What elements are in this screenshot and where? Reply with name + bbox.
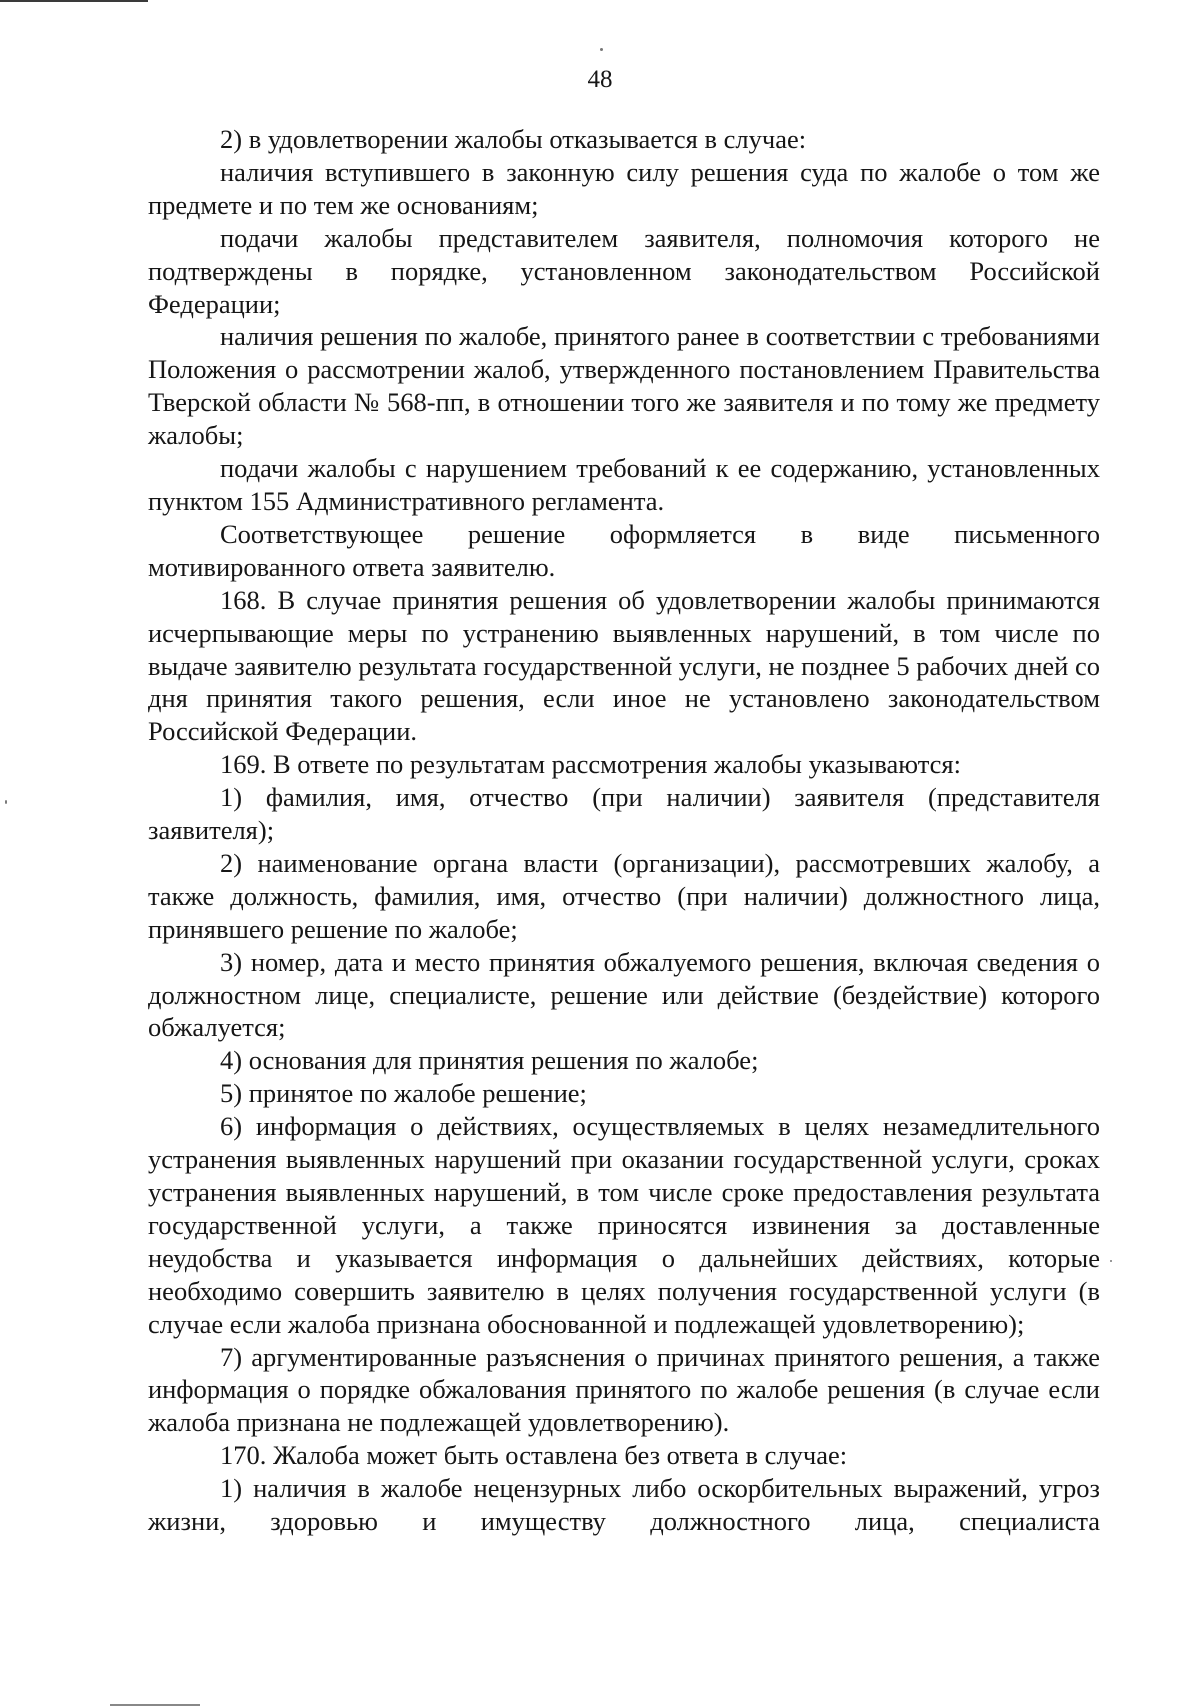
paragraph: 170. Жалоба может быть оставлена без ответа в случае: [220, 1440, 848, 1471]
paragraph: 4) основания для принятия решения по жалобе; [220, 1045, 759, 1076]
scan-border-top-left [0, 0, 148, 2]
paragraph: 7) аргументированные разъяснения о причинах принятого решения, а также информация о порядке обжалования принятого по жалобе решения (в случае если жалоба признана не подлежащей удовлетворению). [148, 1341, 1100, 1438]
scan-speck [600, 48, 603, 51]
paragraph: 169. В ответе по результатам рассмотрения жалобы указываются: [220, 749, 961, 780]
document-body [148, 123, 1100, 1538]
paragraph: 2) наименование органа власти (организации), рассмотревших жалобу, а также должность, фамилия, имя, отчество (при наличии) должностного лица, принявшего решение по жалобе; [148, 847, 1100, 944]
scan-speck [5, 800, 7, 804]
paragraph: 5) принятое по жалобе решение; [220, 1078, 587, 1109]
paragraph: наличия вступившего в законную силу решения суда по жалобе о том же предмете и по тем же основаниям; [148, 156, 1100, 220]
paragraph: наличия решения по жалобе, принятого ранее в соответствии с требованиями Положения о рассмотрении жалоб, утвержденного постановлением Правительства Тверской области № 568-пп, в отношении того же заявителя и по тому же предмету жалобы; [148, 321, 1100, 451]
paragraph: 168. В случае принятия решения об удовлетворении жалобы принимаются исчерпывающие меры по устранению выявленных нарушений, в том числе по выдаче заявителю результата государственной услуги, не позднее 5 рабочих дней со дня принятия такого решения, если иное не установлено законодательством Российской Федерации. [148, 584, 1100, 747]
paragraph: 3) номер, дата и место принятия обжалуемого решения, включая сведения о должностном лице, специалисте, решение или действие (бездействие) которого обжалуется; [148, 946, 1100, 1043]
page-number: 48 [587, 66, 613, 93]
scan-border-bottom-left [110, 1704, 200, 1706]
paragraph: 2) в удовлетворении жалобы отказывается в случае: [220, 124, 807, 154]
scan-speck [1110, 1260, 1112, 1262]
paragraph: подачи жалобы с нарушением требований к ее содержанию, установленных пунктом 155 Административного регламента. [148, 453, 1100, 516]
paragraph: подачи жалобы представителем заявителя, полномочия которого не подтверждены в порядке, установленном законодательством Российской Федерации; [148, 222, 1100, 319]
paragraph: 1) наличия в жалобе нецензурных либо оскорбительных выражений, угроз жизни, здоровью и имуществу должностного лица, специалиста [148, 1473, 1100, 1537]
paragraph: 6) информация о действиях, осуществляемых в целях незамедлительного устранения выявленных нарушений при оказании государственной услуги, сроках устранения выявленных нарушений, в том числе сроке предоставления результата государственной услуги, а также приносятся извинения за доставленные неудобства и указывается информация о дальнейших действиях, которые необходимо совершить заявителю в целях получения государственной услуги (в случае если жалоба признана обоснованной и подлежащей удовлетворению); [148, 1111, 1100, 1339]
paragraph: Соответствующее решение оформляется в виде письменного мотивированного ответа заявителю. [148, 518, 1100, 582]
paragraph: 1) фамилия, имя, отчество (при наличии) заявителя (представителя заявителя); [148, 782, 1100, 846]
